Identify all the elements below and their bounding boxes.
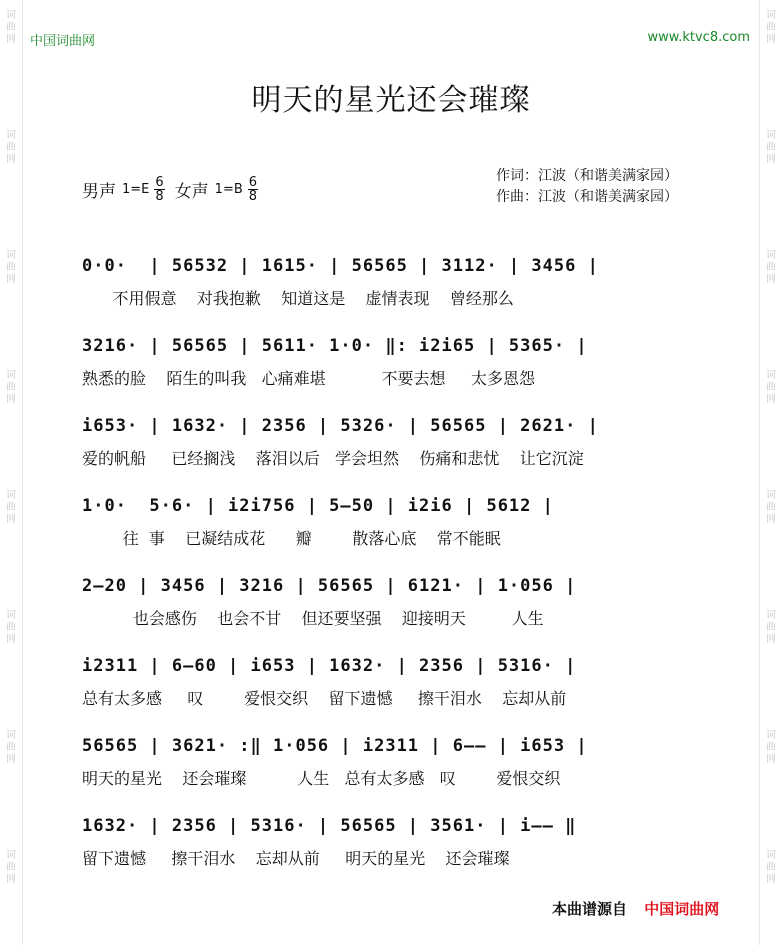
- notation-line: 1·0· 5·6· | i2i756 | 5–50 | i2i6 | 5612 |: [82, 496, 554, 516]
- lyric-line: 总有太多感 叹 爱恨交织 留下遗憾 擦干泪水 忘却从前: [82, 689, 567, 708]
- watermark-text: 词 曲 网: [766, 490, 776, 525]
- female-key-value: 1=B: [214, 182, 243, 197]
- watermark-text: 词 曲 网: [766, 850, 776, 885]
- notation-line: 2–20 | 3456 | 3216 | 56565 | 6121· | 1·056 |: [82, 576, 577, 596]
- source-brand-link[interactable]: 中国词曲网: [644, 900, 720, 918]
- male-time-signature: [154, 176, 164, 203]
- male-key-value: 1=E: [122, 182, 150, 197]
- watermark-text: 词 曲 网: [766, 250, 776, 285]
- right-watermark-strip: [759, 0, 782, 945]
- composer-credit: 作曲：江波（和谐美满家园）: [496, 189, 678, 205]
- lyric-line: 往 事 已凝结成花 瓣 散落心底 常不能眠: [82, 529, 501, 548]
- notation-line: i2311 | 6–60 | i653 | 1632· | 2356 | 5316· |: [82, 656, 577, 676]
- notation-line: 0·0· | 56532 | 1615· | 56565 | 3112· | 3456 |: [82, 256, 599, 276]
- lyric-line: 熟悉的脸 陌生的叫我 心痛难堪 不要去想 太多恩怨: [82, 369, 535, 388]
- notation-line: 3216· | 56565 | 5611· 1·0· ‖: i2i65 | 5365· |: [82, 336, 588, 356]
- watermark-text: 词 曲 网: [6, 610, 16, 645]
- watermark-text: 词 曲 网: [6, 10, 16, 45]
- watermark-text: 词 曲 网: [766, 610, 776, 645]
- key-signature: [82, 176, 262, 203]
- lyricist-credit: 作词：江波（和谐美满家园）: [496, 168, 678, 184]
- lyric-line: 爱的帆船 已经搁浅 落泪以后 学会坦然 伤痛和悲忧 让它沉淀: [82, 449, 584, 468]
- watermark-text: 词 曲 网: [6, 850, 16, 885]
- watermark-text: 词 曲 网: [766, 130, 776, 165]
- notation-line: 1632· | 2356 | 5316· | 56565 | 3561· | i–– ‖: [82, 816, 577, 836]
- watermark-text: 词 曲 网: [6, 490, 16, 525]
- female-time-signature: [248, 176, 258, 203]
- source-footer: [552, 898, 719, 919]
- credits: [496, 166, 678, 208]
- watermark-text: 词 曲 网: [766, 370, 776, 405]
- site-url-link[interactable]: www.ktvc8.com: [647, 30, 750, 45]
- time-numerator: 6: [248, 175, 258, 190]
- time-denominator: 8: [155, 189, 164, 204]
- site-name-link[interactable]: 中国词曲网: [30, 34, 96, 49]
- watermark-text: 词 曲 网: [766, 730, 776, 765]
- watermark-text: 词 曲 网: [6, 250, 16, 285]
- song-title: 明天的星光还会璀璨: [251, 83, 531, 118]
- left-watermark-strip: [0, 0, 23, 945]
- male-key-label: 男声: [82, 182, 116, 202]
- lyric-line: 不用假意 对我抱歉 知道这是 虚情表现 曾经那么: [82, 289, 514, 308]
- notation-line: 56565 | 3621· :‖ 1·056 | i2311 | 6–– | i653 |: [82, 736, 588, 756]
- watermark-text: 词 曲 网: [6, 370, 16, 405]
- watermark-text: 词 曲 网: [6, 730, 16, 765]
- lyric-line: 明天的星光 还会璀璨 人生 总有太多感 叹 爱恨交织: [82, 769, 561, 788]
- watermark-text: 词 曲 网: [6, 130, 16, 165]
- lyric-line: 留下遗憾 擦干泪水 忘却从前 明天的星光 还会璀璨: [82, 849, 510, 868]
- source-text: 本曲谱源自: [552, 900, 628, 918]
- notation-line: i653· | 1632· | 2356 | 5326· | 56565 | 2621· |: [82, 416, 599, 436]
- female-key-label: 女声: [174, 182, 209, 202]
- time-numerator: 6: [155, 175, 164, 190]
- time-denominator: 8: [248, 189, 258, 204]
- lyric-line: 也会感伤 也会不甘 但还要坚强 迎接明天 人生: [82, 609, 544, 628]
- watermark-text: 词 曲 网: [766, 10, 776, 45]
